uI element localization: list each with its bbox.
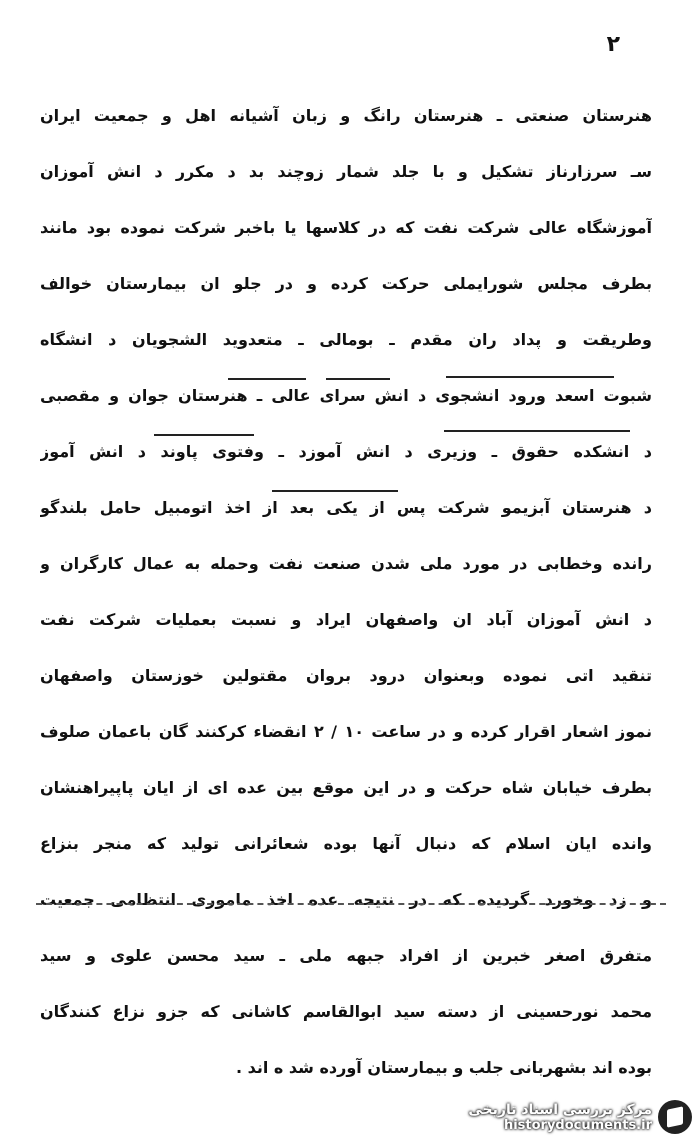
text-line: د انشکده حقوق ـ وزیری د انش آموزد ـ وفتوی پاوند د انش آموز (40, 442, 652, 461)
watermark-fa: مرکز بررسی اسناد تاریخی (468, 1101, 652, 1118)
handwritten-underline (272, 490, 398, 492)
text-line: وانده ایان اسلام که دنبال آنها بوده شعائرانی تولید که منجر بنزاع (40, 834, 652, 853)
document-body (40, 88, 652, 1096)
handwritten-underline (444, 430, 630, 432)
text-line: بوده اند بشهربانی جلب و بیمارستان آورده شد ه اند . (235, 1058, 652, 1077)
text-line: شبوت اسعد ورود انشجوی د انش سرای عالی ـ هنرستان جوان و مقصبی (40, 386, 652, 405)
text-line: و زد وخورد گردیده که در نتیجه عده اخذ ماموری انتظامی جمعیت (40, 890, 652, 909)
handwritten-underline (326, 378, 390, 380)
handwritten-underline (154, 434, 254, 436)
text-line: تنقید اتی نموده وبعنوان درود بروان مقتولین خوزستان واصفهان (40, 666, 652, 685)
text-line: سـ سرزارناز تشکیل و با جلد شمار زوچند بد د مکرر د انش آموزان (40, 162, 652, 181)
text-line: وطریقت و پداد ران مقدم ـ بومالی ـ متعدوید الشجویان د انشگاه (40, 330, 652, 349)
text-line: بطرف خیابان شاه حرکت و در این موقع بین عده ای از ایان پاپیراهنشان (40, 778, 652, 797)
watermark (462, 1099, 692, 1135)
text-line: بطرف مجلس شورایملی حرکت کرده و در جلو ان بیمارستان خوالف (40, 274, 652, 293)
text-line: هنرستان صنعتی ـ هنرستان رانگ و زبان آشیانه اهل و جمعیت ایران (40, 106, 652, 125)
handwritten-underline (228, 378, 306, 380)
page-number: ۲ (606, 32, 620, 57)
text-line: نموز اشعار اقرار کرده و در ساعت ۱۰ / ۲ انقضاء کرکنند گان باعمان صلوف (40, 722, 652, 741)
text-line: محمد نورحسینی از دسته سید ابوالقاسم کاشانی که جزو نزاع کنندگان (40, 1002, 652, 1021)
watermark-text (468, 1102, 652, 1133)
text-line: رانده وخطابی در مورد ملی شدن صنعت نفت وحمله به عمال کارگران و (40, 554, 652, 573)
text-line: د هنرستان آبزیمو شرکت پس از یکی بعد از اخذ اتومبیل حامل بلندگو (40, 498, 652, 517)
text-line: متفرق اصغر خبرین از افراد جبهه ملی ـ سید محسن علوی و سید (40, 946, 652, 965)
text-line: د انش آموزان آباد ان واصفهان ایراد و نسبت بعملیات شرکت نفت (40, 610, 652, 629)
handwritten-underline (446, 376, 614, 378)
watermark-en: historydocuments.ir (503, 1117, 652, 1133)
archive-logo-icon (658, 1100, 692, 1134)
text-line: آموزشگاه عالی شرکت نفت که در کلاسها یا باخبر شرکت نموده بود مانند (40, 218, 652, 237)
dashed-separator (36, 903, 666, 905)
